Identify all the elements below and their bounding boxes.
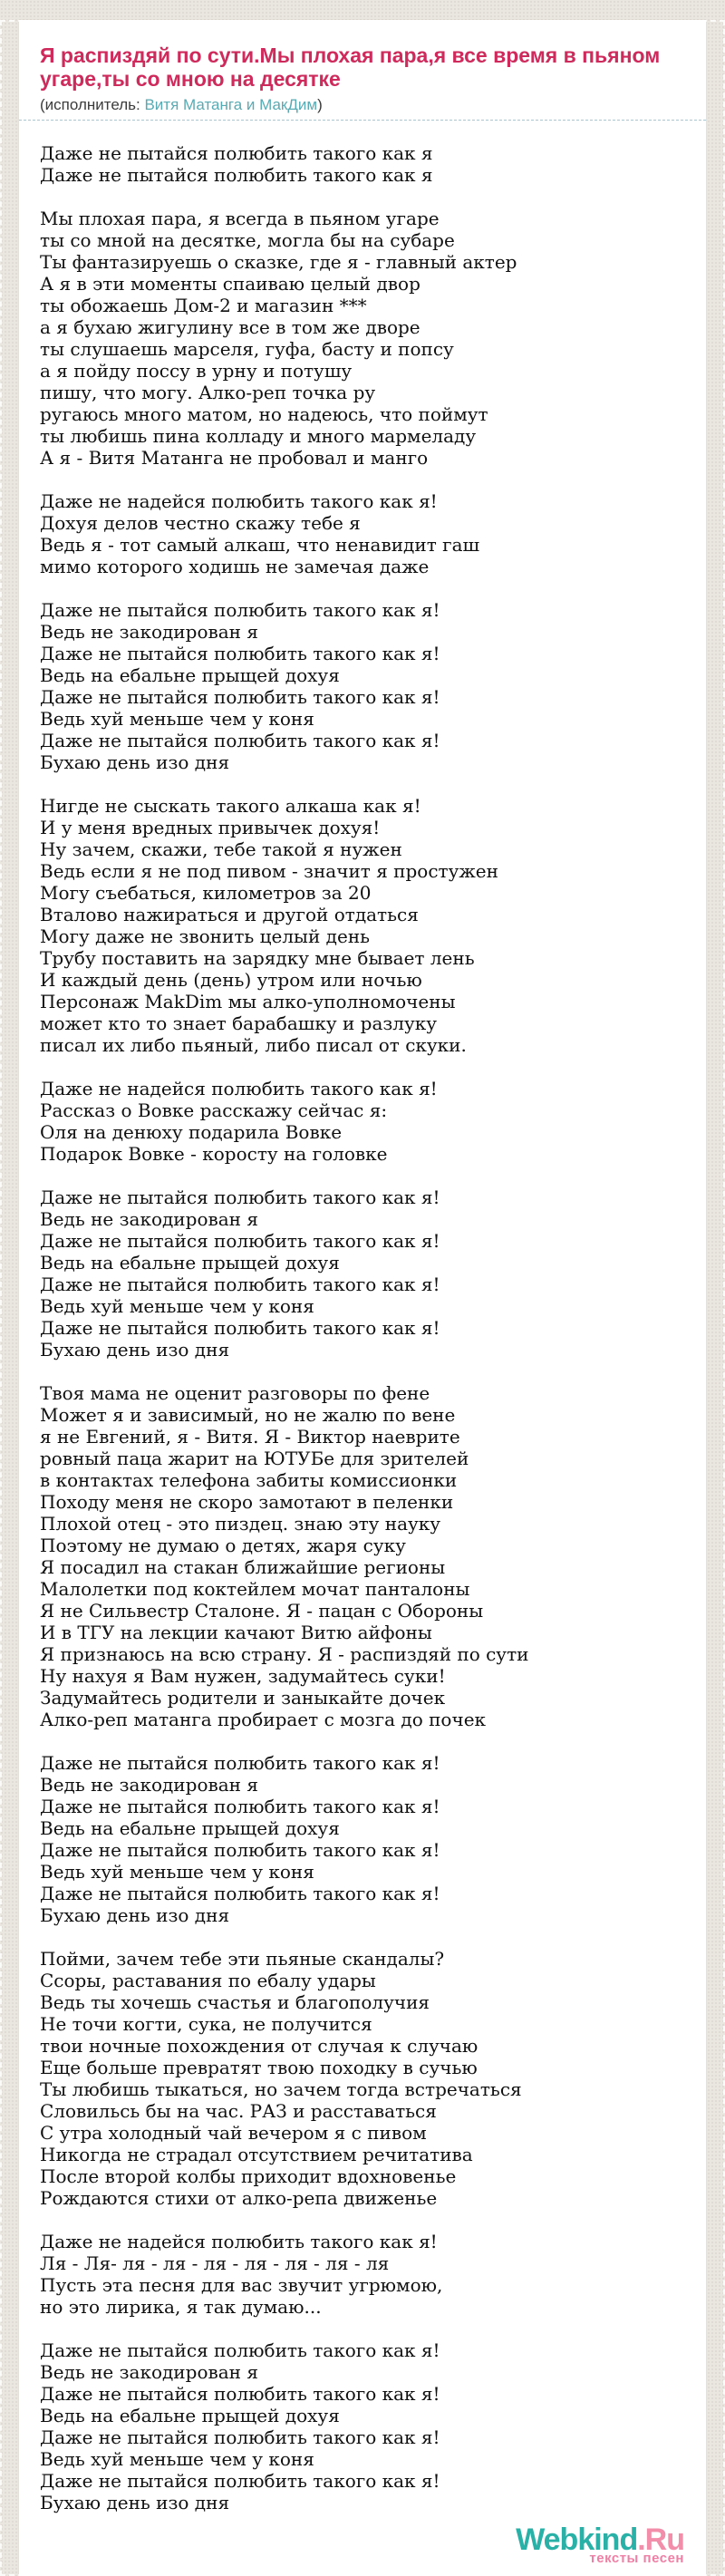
lyrics-line: Даже не пытайся полюбить такого как я! — [40, 1752, 440, 1774]
lyrics-line: Задумайтесь родители и заныкайте дочек — [40, 1687, 446, 1709]
lyrics-line: Даже не пытайся полюбить такого как я! — [40, 2470, 440, 2492]
lyrics-line: Даже не пытайся полюбить такого как я! — [40, 2426, 440, 2448]
lyrics-line: А я в эти моменты спаиваю целый двор — [40, 273, 420, 295]
lyrics-line: Бухаю день изо дня — [40, 2492, 230, 2513]
lyrics-line: Малолетки под коктейлем мочат панталоны — [40, 1578, 470, 1600]
lyrics-line: Персонаж MakDim мы алко-уполномочены — [40, 991, 456, 1012]
lyrics-line: Я посадил на стакан ближайшие регионы — [40, 1556, 446, 1578]
lyrics-line: Бухаю день изо дня — [40, 751, 230, 773]
lyrics-line: Ну зачем, скажи, тебе такой я нужен — [40, 838, 402, 860]
lyrics-line: ругаюсь много матом, но надеюсь, что поймут — [40, 403, 488, 425]
lyrics-line: Мы плохая пара, я всегда в пьяном угаре — [40, 208, 440, 229]
lyrics-line: пишу, что могу. Алко-реп точка ру — [40, 382, 376, 403]
lyrics-line: Даже не надейся полюбить такого как я! — [40, 490, 438, 512]
lyrics-line: Могу даже не звонить целый день — [40, 925, 371, 947]
stanza — [40, 1078, 688, 1165]
lyrics-line: Даже не пытайся полюбить такого как я! — [40, 599, 440, 621]
logo-main-text: Webkind — [516, 2523, 638, 2557]
artist-line — [40, 96, 688, 114]
lyrics-line: я не Евгений, я - Витя. Я - Виктор наеврите — [40, 1426, 460, 1448]
lyrics-line: Я признаюсь на всю страну. Я - распиздяй по сути — [40, 1643, 529, 1665]
lyrics-line: Рождаются стихи от алко-репа движенье — [40, 2187, 438, 2209]
lyrics-line: Ведь не закодирован я — [40, 1208, 258, 1230]
lyrics-line: Рассказ о Вовке расскажу сейчас я: — [40, 1099, 388, 1121]
lyrics-line: Даже не пытайся полюбить такого как я! — [40, 1839, 440, 1861]
lyrics-line: Твоя мама не оценит разговоры по фене — [40, 1382, 430, 1404]
lyrics-line: Ведь хуй меньше чем у коня — [40, 1861, 314, 1883]
lyrics-line: Ведь на ебальне прыщей дохуя — [40, 664, 340, 686]
logo-suffix-text: .Ru — [637, 2523, 684, 2557]
lyrics-line: Оля на денюху подарила Вовке — [40, 1121, 343, 1143]
lyrics-line: Ведь не закодирован я — [40, 2361, 258, 2383]
lyrics-line: ты слушаешь марселя, гуфа, басту и попсу — [40, 338, 454, 360]
stanza — [40, 2231, 688, 2318]
lyrics-line: Не точи когти, сука, не получится — [40, 2013, 372, 2035]
artist-label-suffix: ) — [317, 96, 323, 113]
lyrics-line: Даже не пытайся полюбить такого как я! — [40, 1796, 440, 1817]
lyrics-line: Ведь ты хочешь счастья и благополучия — [40, 1991, 430, 2013]
lyrics-line: Ведь если я не под пивом - значит я простужен — [40, 860, 498, 882]
stanza — [40, 1186, 688, 1361]
lyrics-line: Словильсь бы на час. РАЗ и расставаться — [40, 2100, 437, 2122]
lyrics-line: Трубу поставить на зарядку мне бывает лень — [40, 947, 475, 969]
lyrics-line: Даже не пытайся полюбить такого как я — [40, 142, 433, 164]
lyrics-line: ты любишь пина колладу и много мармеладу — [40, 425, 477, 447]
lyrics-line: Плохой отец - это пиздец. знаю эту науку — [40, 1513, 441, 1535]
lyrics-line: Я не Сильвестр Сталоне. Я - пацан с Обороны — [40, 1600, 484, 1622]
stanza — [40, 2339, 688, 2513]
lyrics-line: Ведь на ебальне прыщей дохуя — [40, 1817, 340, 1839]
lyrics-line: Нигде не сыскать такого алкаша как я! — [40, 795, 421, 817]
lyrics-line: Ведь я - тот самый алкаш, что ненавидит гаш — [40, 534, 480, 556]
stanza — [40, 208, 688, 469]
lyrics-line: И каждый день (день) утром или ночью — [40, 969, 422, 991]
lyrics — [40, 142, 688, 2513]
lyrics-line: твои ночные похождения от случая к случаю — [40, 2035, 478, 2057]
lyrics-line: Ты любишь тыкаться, но зачем тогда встречаться — [40, 2078, 522, 2100]
lyrics-line: Ведь хуй меньше чем у коня — [40, 708, 314, 730]
stanza — [40, 1382, 688, 1730]
lyrics-line: Походу меня не скоро замотают в пеленки — [40, 1491, 454, 1513]
lyrics-line: С утра холодный чай вечером я с пивом — [40, 2122, 427, 2144]
lyrics-line: Ссоры, раставания по ебалу удары — [40, 1970, 376, 1991]
lyrics-line: После второй колбы приходит вдохновенье — [40, 2165, 457, 2187]
site-footer — [40, 2524, 684, 2571]
lyrics-line: Даже не надейся полюбить такого как я! — [40, 1078, 438, 1099]
lyrics-line: Даже не надейся полюбить такого как я! — [40, 2231, 438, 2252]
lyrics-line: Даже не пытайся полюбить такого как я! — [40, 2339, 440, 2361]
lyrics-line: Ведь хуй меньше чем у коня — [40, 2448, 314, 2470]
lyrics-line: Вталово нажираться и другой отдаться — [40, 904, 419, 925]
lyrics-card — [19, 20, 706, 2576]
lyrics-line: Даже не пытайся полюбить такого как я! — [40, 1317, 440, 1339]
lyrics-line: Поэтому не думаю о детях, жаря суку — [40, 1535, 406, 1556]
lyrics-line: ты со мной на десятке, могла бы на субаре — [40, 229, 455, 251]
lyrics-line: Пойми, зачем тебе эти пьяные скандалы? — [40, 1948, 445, 1970]
lyrics-line: Дохуя делов честно скажу тебе я — [40, 512, 361, 534]
lyrics-line: ровный паца жарит на ЮТУБе для зрителей — [40, 1448, 469, 1469]
lyrics-line: писал их либо пьяный, либо писал от скуки. — [40, 1034, 467, 1056]
lyrics-line: Ты фантазируешь о сказке, где я - главный актер — [40, 251, 517, 273]
lyrics-line: Может я и зависимый, но не жалю по вене — [40, 1404, 456, 1426]
lyrics-line: Даже не пытайся полюбить такого как я! — [40, 1273, 440, 1295]
song-header — [19, 44, 706, 121]
lyrics-line: Ведь на ебальне прыщей дохуя — [40, 2405, 340, 2426]
lyrics-line: может кто то знает барабашку и разлуку — [40, 1012, 438, 1034]
lyrics-line: ты обожаешь Дом-2 и магазин *** — [40, 295, 367, 316]
song-title: Я распиздяй по сути.Мы плохая пара,я все время в пьяном угаре,ты со мною на десятке — [40, 44, 661, 91]
lyrics-line: Даже не пытайся полюбить такого как я! — [40, 1230, 440, 1252]
lyrics-line: Даже не пытайся полюбить такого как я! — [40, 686, 440, 708]
lyrics-line: Ля - Ля- ля - ля - ля - ля - ля - ля - ля — [40, 2252, 390, 2274]
lyrics-line: Алко-реп матанга пробирает с мозга до почек — [40, 1709, 487, 1730]
lyrics-line: Ну нахуя я Вам нужен, задумайтесь суки! — [40, 1665, 446, 1687]
lyrics-line: Ведь хуй меньше чем у коня — [40, 1295, 314, 1317]
lyrics-line: Подарок Вовке - коросту на головке — [40, 1143, 388, 1165]
artist-label-prefix: (исполнитель: — [40, 96, 145, 113]
lyrics-line: Ведь не закодирован я — [40, 1774, 258, 1796]
logo-tagline: тексты песен — [589, 2551, 684, 2566]
lyrics-line: Ведь на ебальне прыщей дохуя — [40, 1252, 340, 1273]
lyrics-line: И в ТГУ на лекции качают Витю айфоны — [40, 1622, 432, 1643]
lyrics-line: Пусть эта песня для вас звучит угрюмою, — [40, 2274, 443, 2296]
lyrics-line: Даже не пытайся полюбить такого как я! — [40, 2383, 440, 2405]
lyrics-line: а я пойду поссу в урну и потушу — [40, 360, 353, 382]
lyrics-line: Даже не пытайся полюбить такого как я! — [40, 1883, 440, 1904]
stanza — [40, 1948, 688, 2209]
lyrics-line: Даже не пытайся полюбить такого как я — [40, 164, 433, 186]
webkind-logo[interactable] — [516, 2524, 684, 2566]
lyrics-line: Еще больше превратят твою походку в сучью — [40, 2057, 478, 2078]
lyrics-line: Даже не пытайся полюбить такого как я! — [40, 730, 440, 751]
stanza — [40, 1752, 688, 1926]
lyrics-line: Бухаю день изо дня — [40, 1904, 230, 1926]
lyrics-line: в контактах телефона забиты комиссионки — [40, 1469, 458, 1491]
lyrics-line: а я бухаю жигулину все в том же дворе — [40, 316, 420, 338]
lyrics-line: Могу съебаться, километров за 20 — [40, 882, 372, 904]
lyrics-line: А я - Витя Матанга не пробовал и манго — [40, 447, 429, 469]
lyrics-line: Даже не пытайся полюбить такого как я! — [40, 643, 440, 664]
lyrics-line: Даже не пытайся полюбить такого как я! — [40, 1186, 440, 1208]
lyrics-line: И у меня вредных привычек дохуя! — [40, 817, 381, 838]
stanza — [40, 795, 688, 1056]
lyrics-line: Бухаю день изо дня — [40, 1339, 230, 1361]
lyrics-line: мимо которого ходишь не замечая даже — [40, 556, 430, 577]
stanza — [40, 599, 688, 773]
lyrics-line: Ведь не закодирован я — [40, 621, 258, 643]
artist-link[interactable]: Витя Матанга и МакДим — [144, 96, 318, 113]
stanza — [40, 490, 688, 577]
lyrics-line: но это лирика, я так думаю... — [40, 2296, 322, 2318]
stanza — [40, 142, 688, 186]
lyrics-line: Никогда не страдал отсутствием речитатива — [40, 2144, 473, 2165]
